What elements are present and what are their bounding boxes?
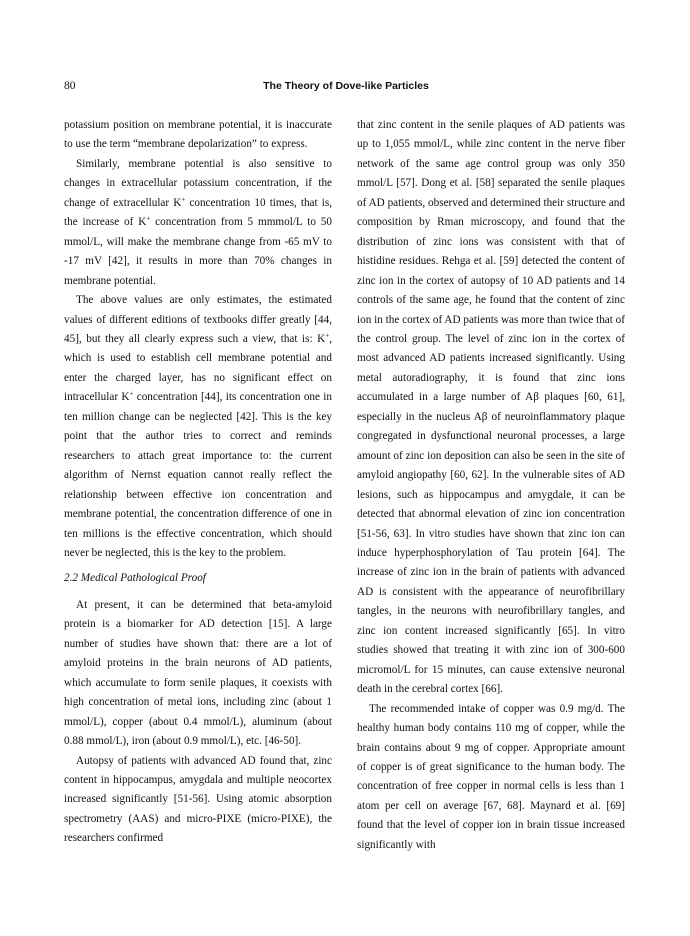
text-run: Similarly, membrane potential is also sensitive to changes in extracellular potassium concentration, if the change of extracellular K: [64, 157, 332, 209]
superscript: +: [146, 214, 151, 223]
paragraph: [64, 291, 332, 563]
section-heading: 2.2 Medical Pathological Proof: [64, 572, 206, 585]
text-run: concentration 10 times, that is, the increase of K: [64, 196, 332, 229]
paragraph: potassium position on membrane potential, it is inaccurate to use the term “membrane depolarization” to express.: [64, 119, 332, 151]
superscript: +: [325, 331, 330, 340]
paragraph: Autopsy of patients with advanced AD found that, zinc content in hippocampus, amygdala and multiple neocortex increased significantly [51-56]. Using atomic absorption spectrometry (AAS) and micro-PIXE (micro-PIXE), the researchers confirmed: [64, 754, 332, 845]
page-number: 80: [64, 80, 76, 92]
right-column: [357, 116, 625, 855]
paragraph: The recommended intake of copper was 0.9 mg/d. The healthy human body contains 110 mg of copper, while the brain contains about 9 mg of copper. Appropriate amount of copper is of great significance to the human body. The concentration of free copper in normal cells is less than 1 atom per cell on average [67, 68]. Maynard et al. [69] found that the level of copper ion in brain tissue increased significantly with: [357, 702, 625, 851]
text-run: concentration from 5 mmmol/L to 50 mmol/L, will make the membrane change from -65 mV to -17 mV [42], it results in more than 70% changes in membrane potential.: [64, 216, 332, 287]
paragraph: At present, it can be determined that beta-amyloid protein is a biomarker for AD detection [15]. A large number of studies have shown that: there are a lot of amyloid proteins in the brain neurons of AD patients, which accumulate to form senile plaques, it coexists with high concentration of metal ions, including zinc (about 1 mmol/L), copper (about 0.4 mmol/L), aluminum (about 0.88 mmol/L), iron (about 0.9 mmol/L), etc. [46-50].: [64, 598, 332, 748]
page-header: [64, 80, 628, 98]
left-column: [64, 116, 332, 849]
running-title: The Theory of Dove-like Particles: [263, 80, 429, 92]
paragraph: [64, 155, 332, 291]
superscript: +: [181, 195, 186, 204]
superscript: +: [129, 389, 134, 398]
text-run: concentration [44], its concentration one in ten million change can be neglected [42]. This is the key point that the author tries to correct and reminds researchers to attach great importance to: the current algorithm of Nernst equation cannot really reflect the relationship between effective ion concentration and membrane potential, the concentration difference of one in ten millions is the effective concentration, which should never be neglected, this is the key to the problem.: [64, 391, 332, 559]
paragraph: that zinc content in the senile plaques of AD patients was up to 1,055 mmol/L, while zinc content in the nerve fiber network of the same age control group was only 350 mmol/L [57]. Dong et al. [58] separated the senile plaques of AD patients, observed and determined their structure and composition by Rman microscopy, and found that the distribution of zinc ions was consistent with that of histidine residues. Rehga et al. [59] detected the content of zinc ion in the cortex of autopsy of 10 AD patients and 14 controls of the same age, he found that the content of zinc ion in the cortex of AD patients was more than twice that of the control group. The level of zinc ion in the cortex of most advanced AD patients increased significantly. Using metal autoradiography, it is found that zinc ions accumulated in a large number of Aβ plaques [60, 61], especially in the nucleus Aβ of neuroinflammatory plaque congregated in dysfunctional neuronal processes, a large amount of zinc ion deposition can also be seen in the site of amyloid angiopathy [60, 62]. In the vulnerable sites of AD lesions, such as hippocampus and amygdale, it can be detected that abnormal elevation of zinc ion concentration [51-56, 63]. In vitro studies have shown that zinc ion can induce hyperphosphorylation of Tau protein [64]. The increase of zinc ion in the brain of patients with advanced AD is consistent with the appearance of neurofibrillary tangles, in the neurons with neurofibrillary tangles, and zinc ion content increased significantly [65]. In vitro studies showed that treating it with zinc ion of 300-600 micromol/L for 15 minutes, can cause extensive neuronal death in the cerebral cortex [66].: [357, 119, 625, 696]
text-run: , which is used to establish cell membrane potential and enter the charged layer, has no significant effect on intracellular K: [64, 332, 332, 404]
text-run: The above values are only estimates, the estimated values of different editions of textbooks differ greatly [44, 45], but they all clearly express such a view, that is: K: [64, 294, 332, 345]
